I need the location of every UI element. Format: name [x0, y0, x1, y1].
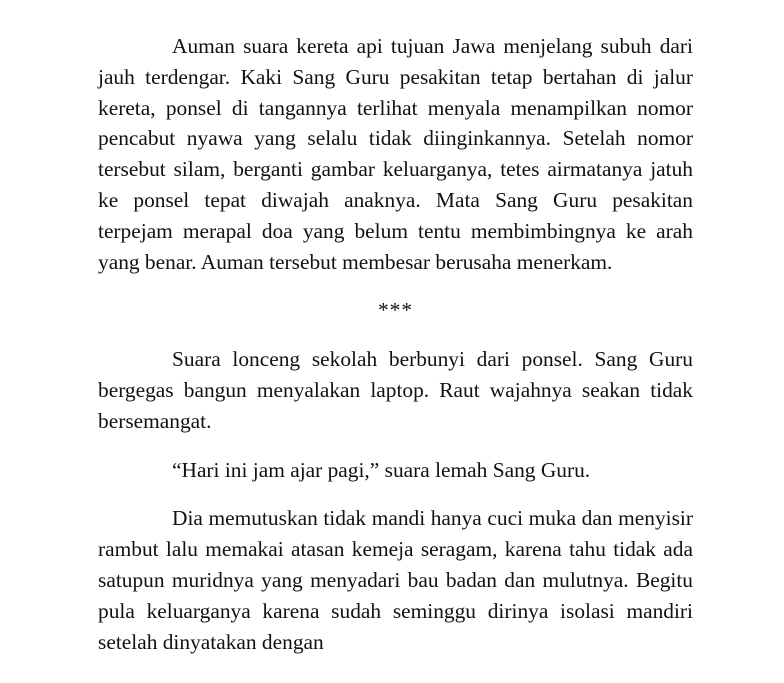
paragraph-dialogue: “Hari ini jam ajar pagi,” suara lemah Sang Guru. [172, 457, 591, 482]
document-page [98, 31, 693, 657]
scene-separator: *** [377, 298, 414, 323]
paragraph-no-bath: Dia memutuskan tidak mandi hanya cuci muka dan menyisir rambut lalu memakai atasan kemeja seragam, karena tahu tidak ada satupun muridnya yang menyadari bau badan dan mulutnya. Begitu pula keluarganya karena sudah seminggu dirinya isolasi mandiri setelah dinyatakan dengan [98, 506, 693, 654]
paragraph-school-bell: Suara lonceng sekolah berbunyi dari ponsel. Sang Guru bergegas bangun menyalakan laptop. Raut wajahnya seakan tidak bersemangat. [98, 347, 693, 433]
paragraph-train: Auman suara kereta api tujuan Jawa menjelang subuh dari jauh terdengar. Kaki Sang Guru pesakitan tetap bertahan di jalur kereta, ponsel di tangannya terlihat menyala menampilkan nomor pencabut nyawa yang selalu tidak diinginkannya. Setelah nomor tersebut silam, berganti gambar keluarganya, tetes airmatanya jatuh ke ponsel tepat diwajah anaknya. Mata Sang Guru pesakitan terpejam merapal doa yang belum tentu membimbingnya ke arah yang benar. Auman tersebut membesar berusaha menerkam. [98, 34, 693, 274]
